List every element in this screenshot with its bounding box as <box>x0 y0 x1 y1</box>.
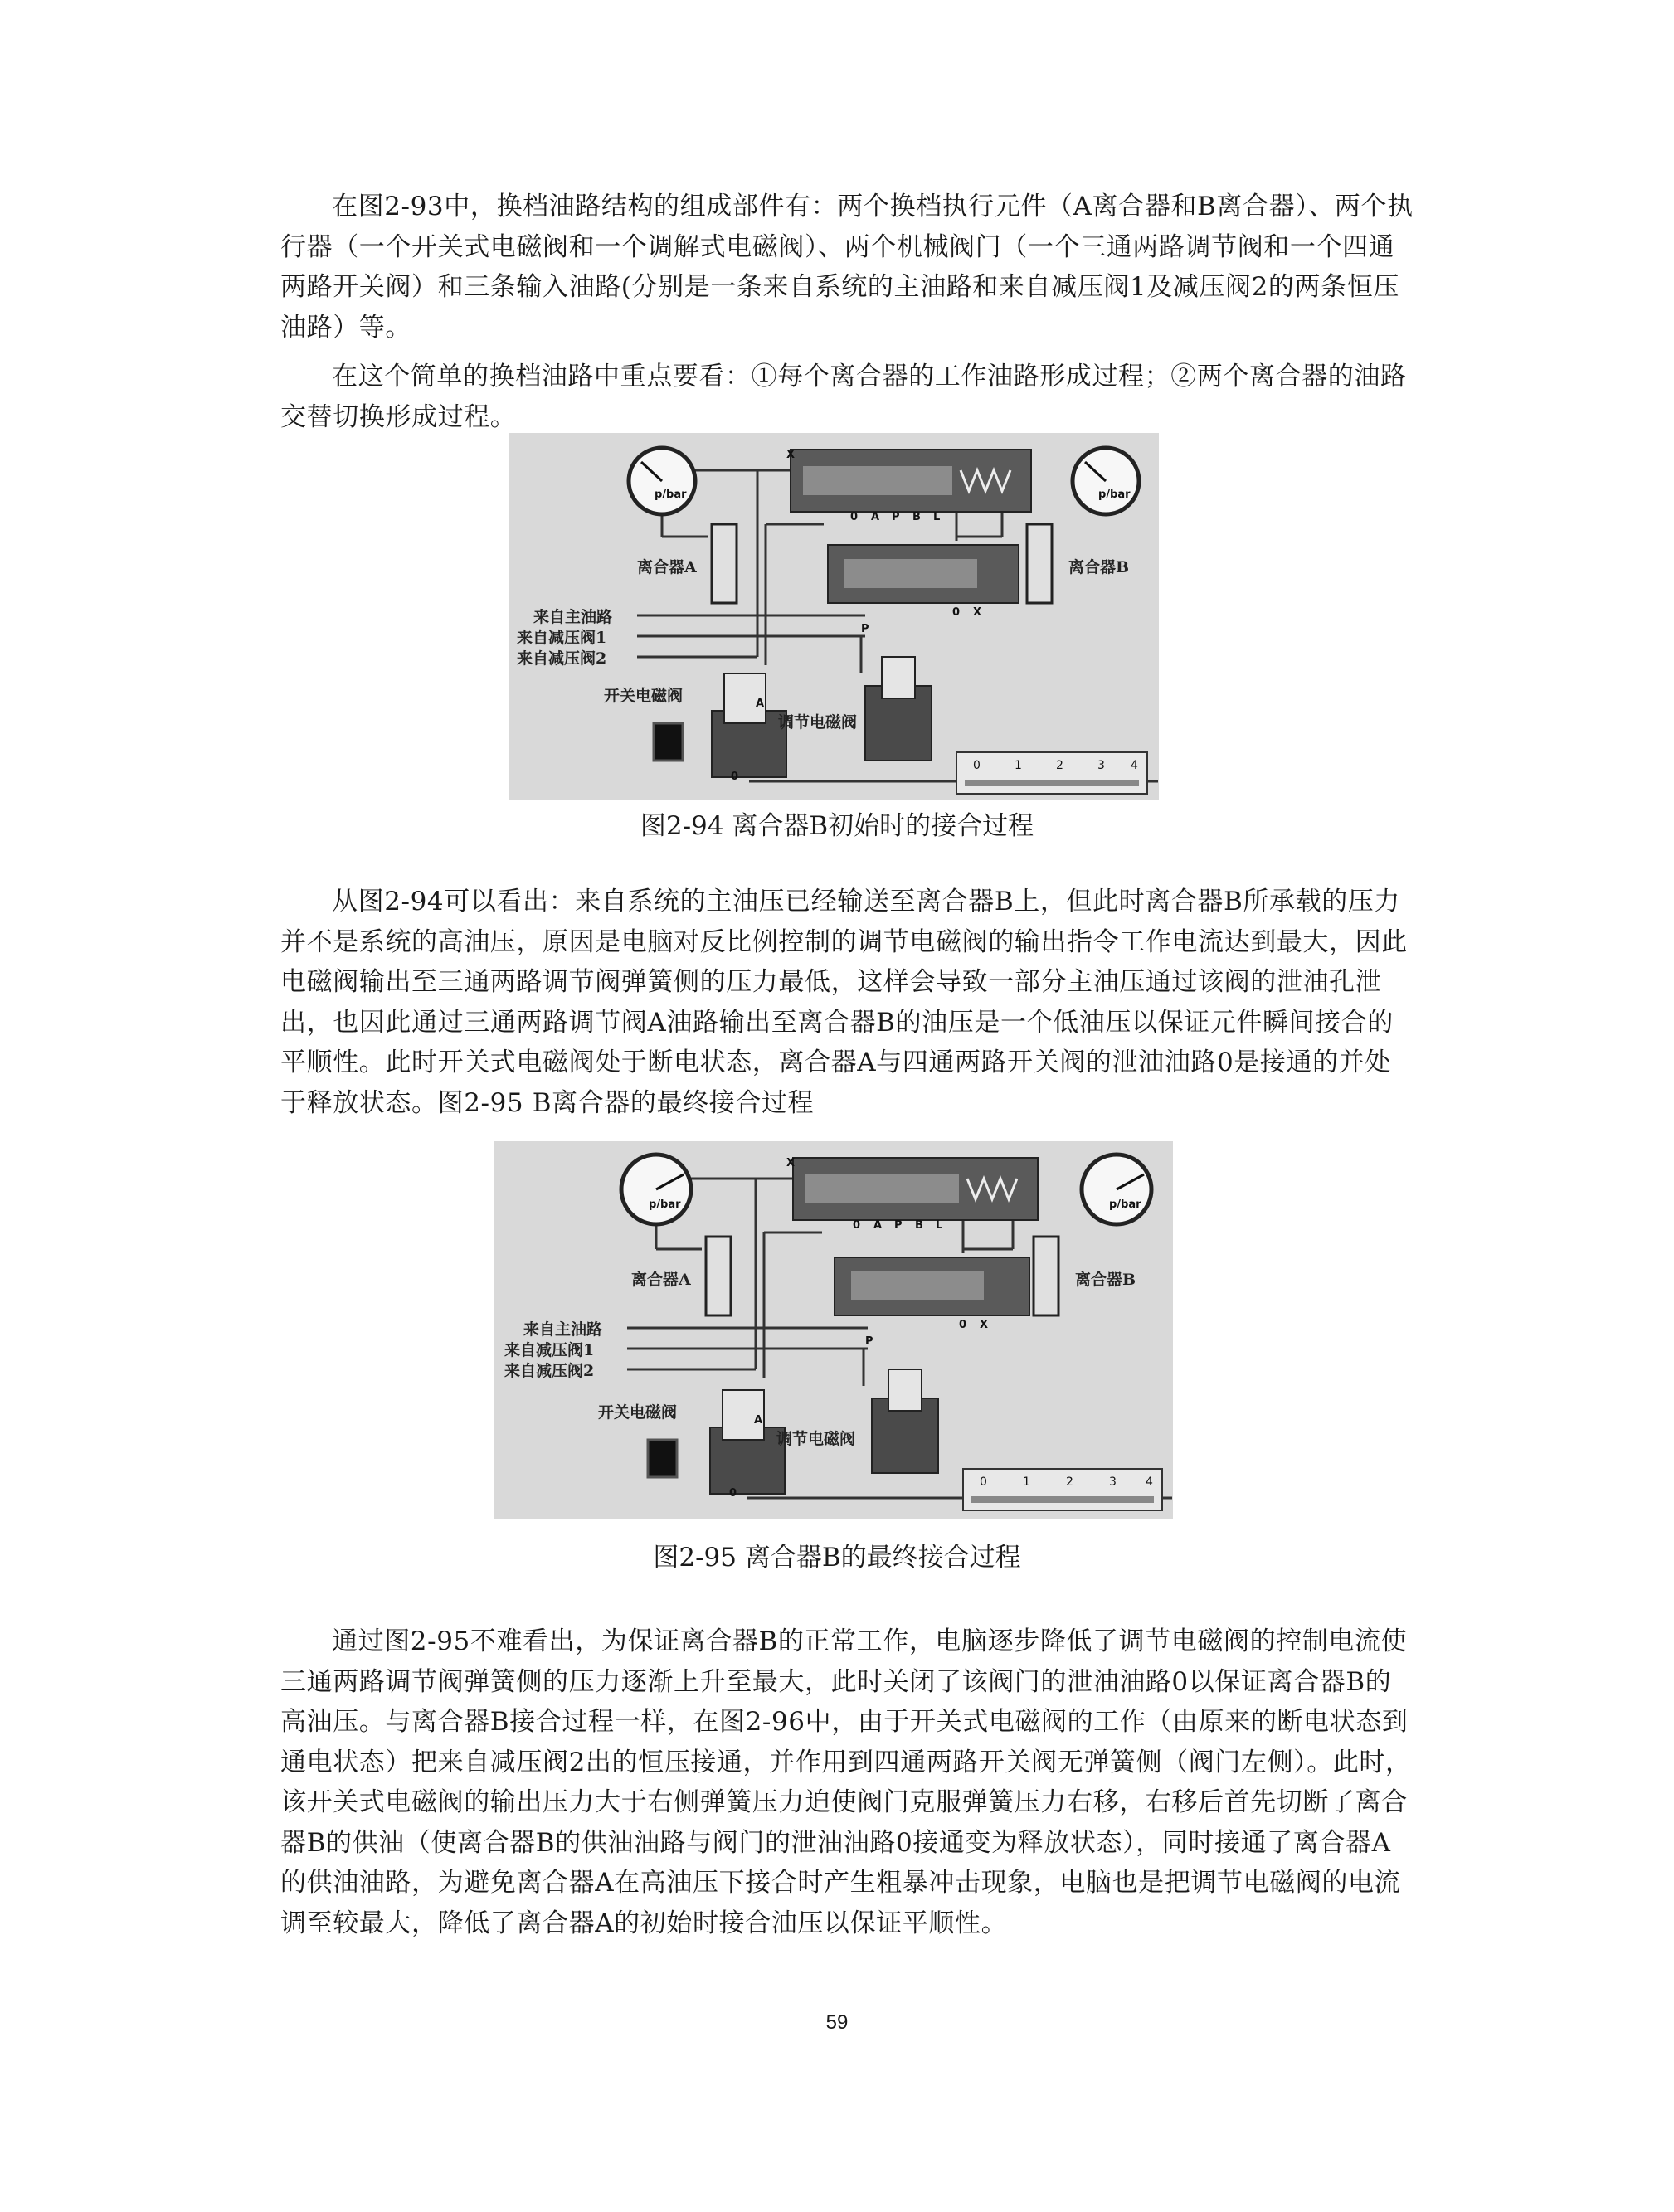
scale-tick-1: 1 <box>1023 1475 1030 1489</box>
gauge-a-unit: p/bar <box>649 1198 681 1211</box>
label-clutch-a: 离合器A <box>631 1271 691 1289</box>
svg-text:X: X <box>980 1319 989 1331</box>
label-clutch-a: 离合器A <box>637 558 697 576</box>
label-reducer-2: 来自减压阀2 <box>504 1362 595 1380</box>
label-reducer-1: 来自减压阀1 <box>517 629 607 647</box>
figure-2-94 <box>509 433 1159 800</box>
pressure-gauge-a <box>629 448 695 514</box>
svg-text:P: P <box>865 1335 873 1348</box>
clutch-a-cylinder <box>706 1237 731 1315</box>
caption-fig-2-95: 图2-95 离合器B的最终接合过程 <box>653 1543 1021 1573</box>
gauge-b-unit: p/bar <box>1098 489 1131 501</box>
label-reducer-2: 来自减压阀2 <box>517 649 607 668</box>
hydraulic-diagram-94 <box>509 433 1159 800</box>
svg-text:0: 0 <box>850 511 859 523</box>
caption-fig-2-94: 图2-94 离合器B初始时的接合过程 <box>640 811 1034 841</box>
scale-tick-0: 0 <box>980 1475 987 1489</box>
svg-text:0: 0 <box>729 1487 737 1500</box>
switch-icon <box>648 1440 677 1477</box>
label-main-line: 来自主油路 <box>533 608 613 626</box>
hydraulic-diagram-95 <box>494 1141 1173 1519</box>
paragraph-3: 从图2-94可以看出：来自系统的主油压已经输送至离合器B上，但此时离合器B所承载的压力并不是系统的高油压，原因是电脑对反比例控制的调节电磁阀的输出指令工作电流达到最大，因此电磁阀输出至三通两路调节阀弹簧侧的压力最低，这样会导致一部分主油压通过该阀的泄油孔泄出，也因此通过三通两路调节阀A油路输出至离合器B的油压是一个低油压以保证元件瞬间接合的平顺性。此时开关式电磁阀处于断电状态，离合器A与四通两路开关阀的泄油油路0是接通的并处于释放状态。图2-95 B离合器的最终接合过程 <box>280 887 1408 1118</box>
svg-text:P: P <box>894 1219 903 1232</box>
gauge-b-unit: p/bar <box>1109 1198 1141 1211</box>
paragraph-4: 通过图2-95不难看出，为保证离合器B的正常工作，电脑逐步降低了调节电磁阀的控制电流使三通两路调节阀弹簧侧的压力逐渐上升至最大，此时关闭了该阀门的泄油油路0以保证离合器B的高油压。与离合器B接合过程一样，在图2-96中，由于开关式电磁阀的工作（由原来的断电状态到通电状态）把来自减压阀2出的恒压接通，并作用到四通两路开关阀无弹簧侧（阀门左侧）。此时，该开关式电磁阀的输出压力大于右侧弹簧压力迫使阀门克服弹簧压力右移，右移后首先切断了离合器B的供油（使离合器B的供油油路与阀门的泄油油路0接通变为释放状态），同时接通了离合器A的供油油路，为避免离合器A在高油压下接合时产生粗暴冲击现象，电脑也是把调节电磁阀的电流调至较最大，降低了离合器A的初始时接合油压以保证平顺性。 <box>280 1626 1412 1938</box>
svg-text:L: L <box>933 511 941 523</box>
svg-text:X: X <box>973 606 982 619</box>
svg-text:0: 0 <box>952 606 961 619</box>
scale-tick-2: 2 <box>1056 759 1063 772</box>
current-scale <box>963 1469 1162 1510</box>
label-switch-valve: 开关电磁阀 <box>598 1403 678 1422</box>
scale-tick-1: 1 <box>1015 759 1022 772</box>
scale-tick-3: 3 <box>1097 759 1105 772</box>
svg-text:B: B <box>912 511 921 523</box>
figure-2-95 <box>494 1141 1173 1519</box>
svg-text:X: X <box>786 1157 796 1169</box>
page-number: 59 <box>825 2011 849 2034</box>
label-reg-valve: 调节电磁阀 <box>778 713 858 732</box>
scale-tick-2: 2 <box>1066 1475 1073 1489</box>
gauge-a-unit: p/bar <box>655 489 687 501</box>
scale-tick-4: 4 <box>1146 1475 1153 1489</box>
pressure-gauge-b <box>1082 1155 1151 1224</box>
svg-text:P: P <box>861 623 869 635</box>
svg-text:L: L <box>936 1219 943 1232</box>
label-main-line: 来自主油路 <box>523 1320 603 1339</box>
label-clutch-b: 离合器B <box>1068 558 1130 576</box>
label-clutch-b: 离合器B <box>1075 1271 1136 1289</box>
clutch-b-cylinder <box>1027 524 1052 603</box>
label-switch-valve: 开关电磁阀 <box>604 687 684 705</box>
label-reg-valve: 调节电磁阀 <box>776 1430 856 1448</box>
svg-text:A: A <box>871 511 880 523</box>
switch-icon <box>654 723 683 761</box>
scale-tick-4: 4 <box>1131 759 1138 772</box>
paragraph-2: 在这个简单的换档油路中重点要看：①每个离合器的工作油路形成过程；②两个离合器的油路交替切换形成过程。 <box>280 362 1407 432</box>
svg-text:A: A <box>756 698 765 710</box>
svg-text:0: 0 <box>959 1319 967 1331</box>
scale-tick-3: 3 <box>1109 1475 1117 1489</box>
svg-text:0: 0 <box>853 1219 861 1232</box>
svg-text:A: A <box>754 1414 763 1427</box>
clutch-b-cylinder <box>1034 1237 1058 1315</box>
clutch-a-cylinder <box>712 524 737 603</box>
current-scale <box>956 752 1147 794</box>
svg-text:A: A <box>873 1219 883 1232</box>
svg-text:P: P <box>892 511 900 523</box>
paragraph-1: 在图2-93中，换档油路结构的组成部件有：两个换档执行元件（A离合器和B离合器）、两个执行器（一个开关式电磁阀和一个调解式电磁阀）、两个机械阀门（一个三通两路调节阀和一个四通两路开关阀）和三条输入油路(分别是一条来自系统的主油路和来自减压阀1及减压阀2的两条恒压油路）等。 <box>280 192 1414 343</box>
label-reducer-1: 来自减压阀1 <box>504 1341 595 1359</box>
scale-tick-0: 0 <box>973 759 981 772</box>
svg-text:0: 0 <box>731 771 739 783</box>
svg-text:X: X <box>786 449 796 461</box>
pressure-gauge-a <box>621 1155 691 1224</box>
svg-text:B: B <box>915 1219 923 1232</box>
pressure-gauge-b <box>1073 448 1139 514</box>
